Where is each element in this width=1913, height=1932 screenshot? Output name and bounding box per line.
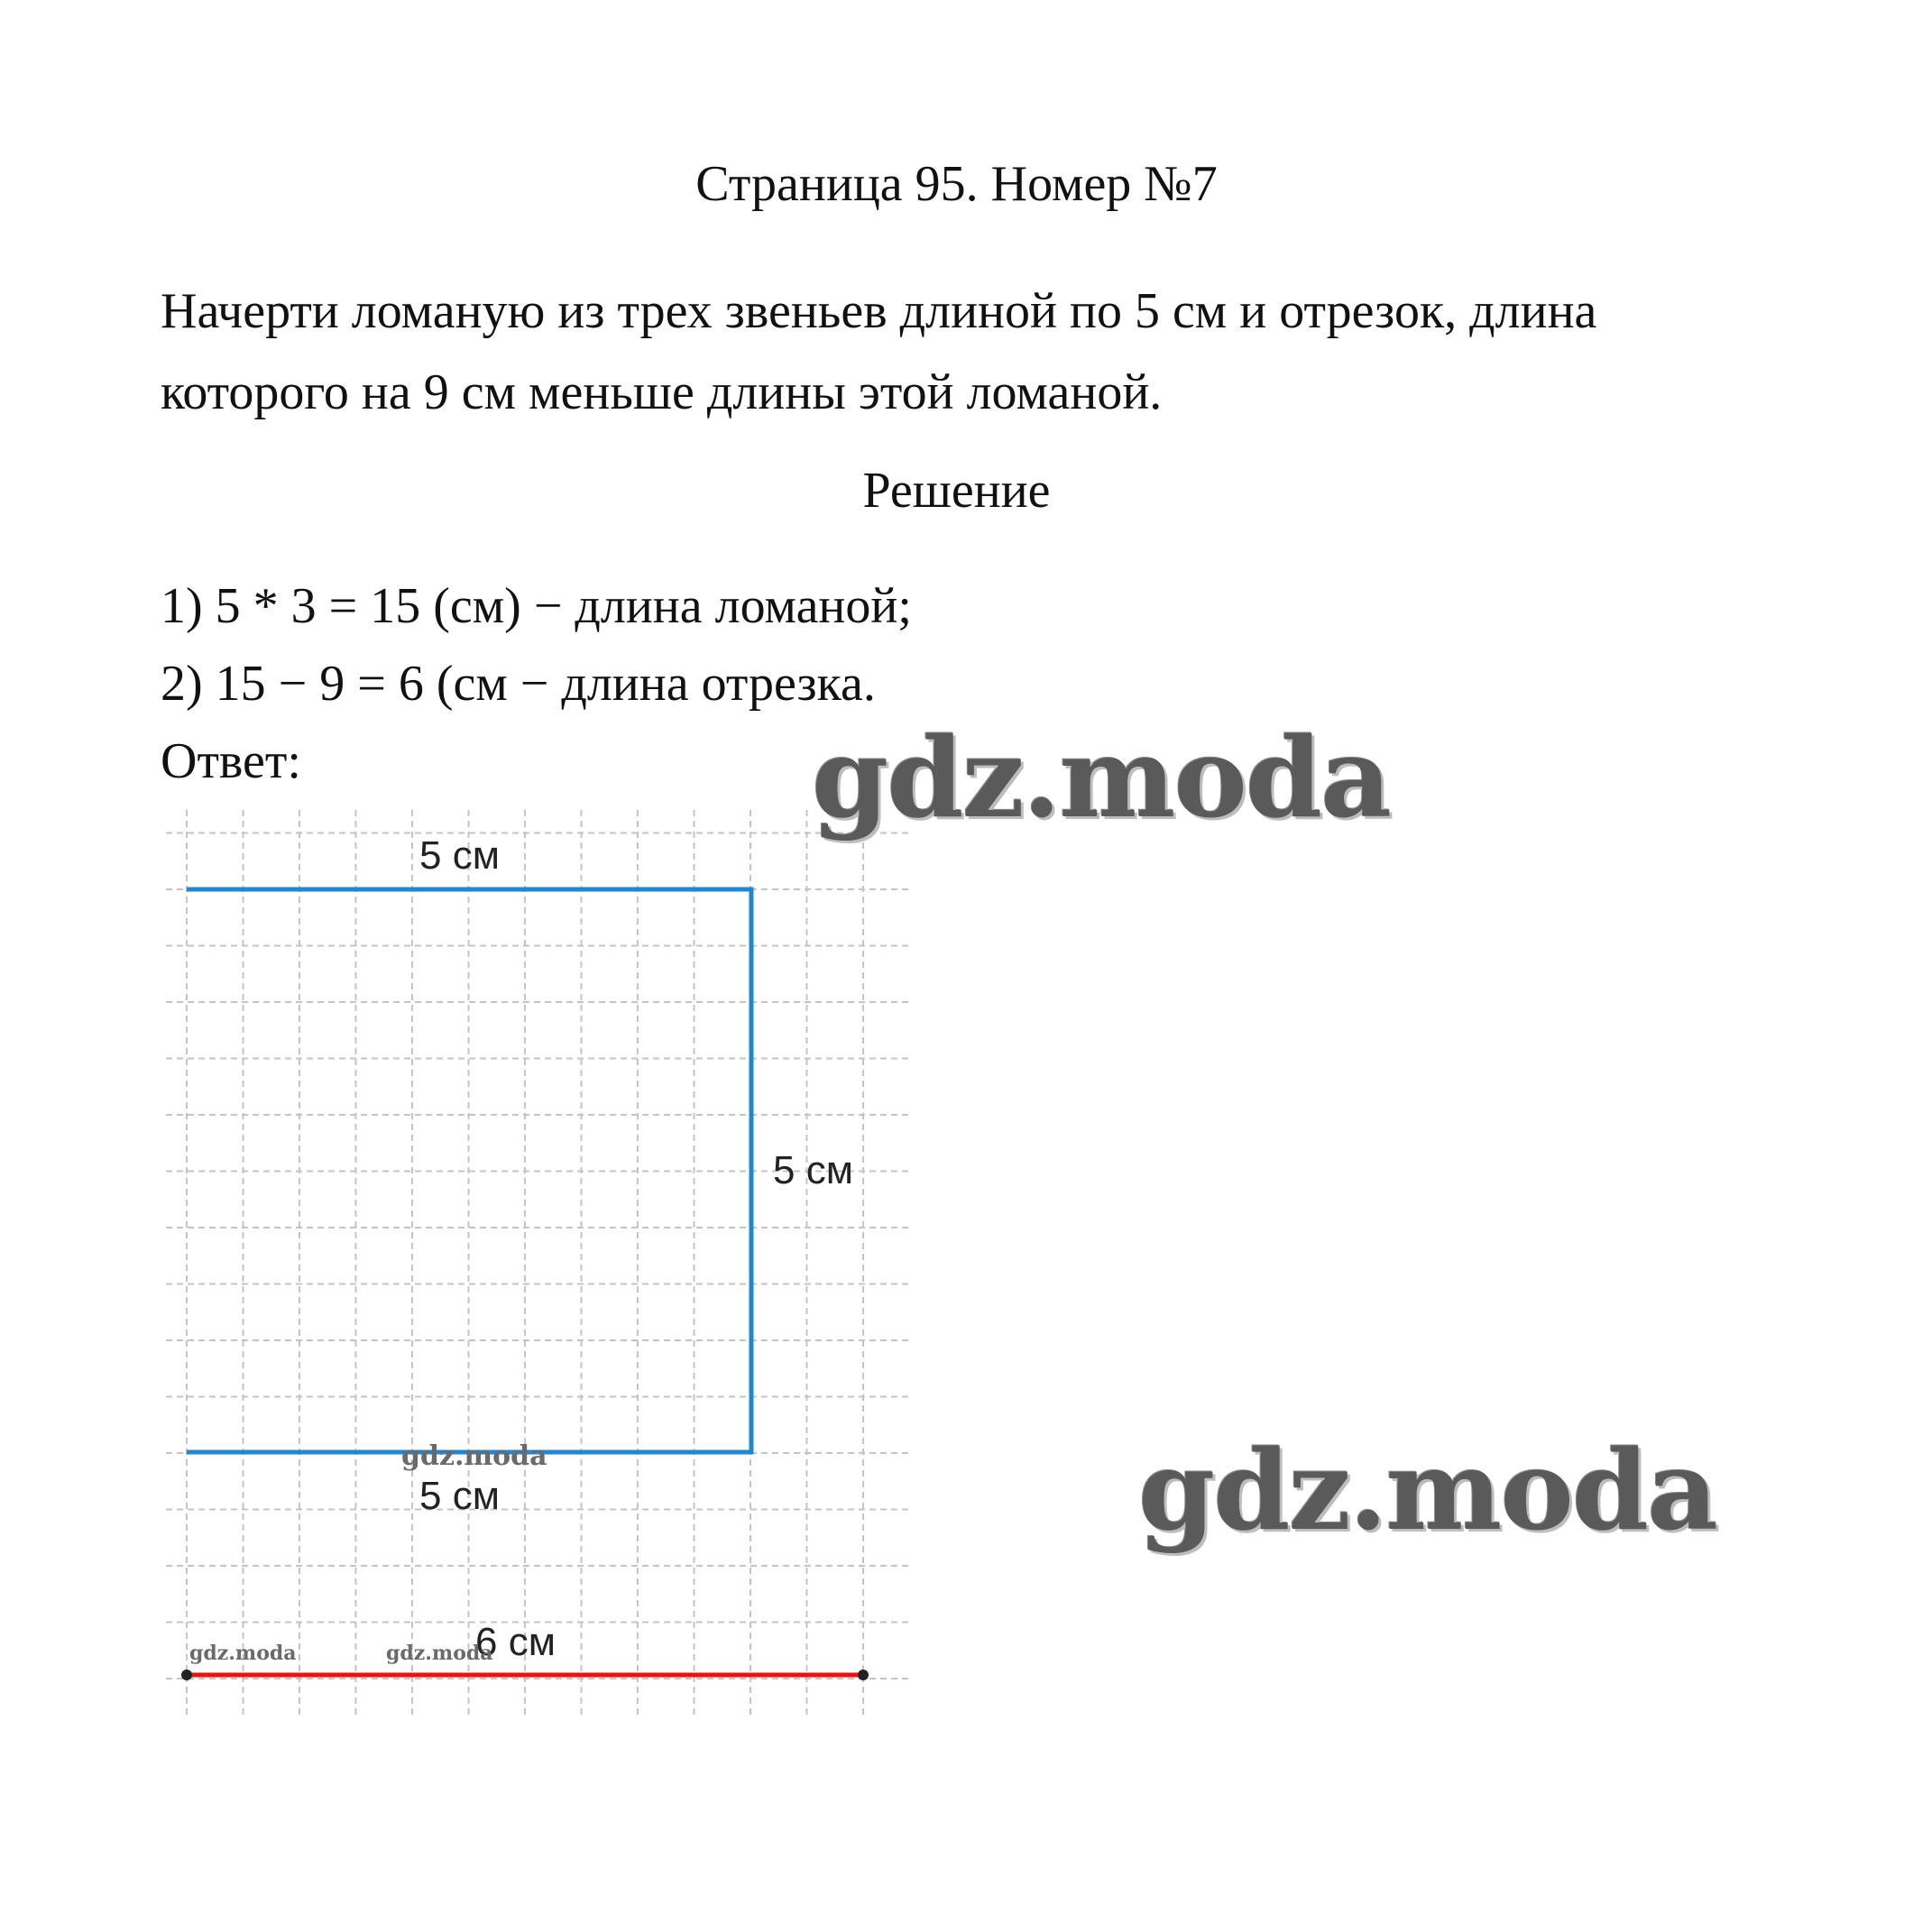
page-title: Страница 95. Номер №7	[695, 156, 1218, 212]
solution-step-2: 2) 15 − 9 = 6 (см − длина отрезка.	[161, 656, 876, 712]
square-grid	[166, 810, 913, 1718]
segment-start-point	[181, 1670, 192, 1680]
task-line-1: Начерти ломаную из трех звеньев длиной по 5 см и отрезок, длина	[161, 283, 1597, 339]
watermark-small: gdz.moda	[401, 1440, 547, 1472]
answer-label: Ответ:	[161, 733, 301, 789]
task-line-2: которого на 9 см меньше длины этой ломаной.	[161, 364, 1163, 420]
bottom-link-label: 5 см	[419, 1474, 500, 1518]
segment-end-point	[858, 1670, 869, 1680]
solution-heading: Решение	[862, 463, 1051, 519]
watermark-logo: gdz.moda	[1138, 1425, 1717, 1555]
watermark-logo: gdz.moda	[812, 713, 1391, 842]
top-link-label: 5 см	[419, 833, 500, 878]
solution-step-1: 1) 5 * 3 = 15 (см) − длина ломаной;	[161, 578, 912, 634]
watermark-small: gdz.moda	[189, 1642, 297, 1665]
watermark-small: gdz.moda	[386, 1642, 493, 1665]
segment-label: 6 см	[475, 1620, 556, 1664]
right-link-label: 5 см	[773, 1148, 853, 1192]
